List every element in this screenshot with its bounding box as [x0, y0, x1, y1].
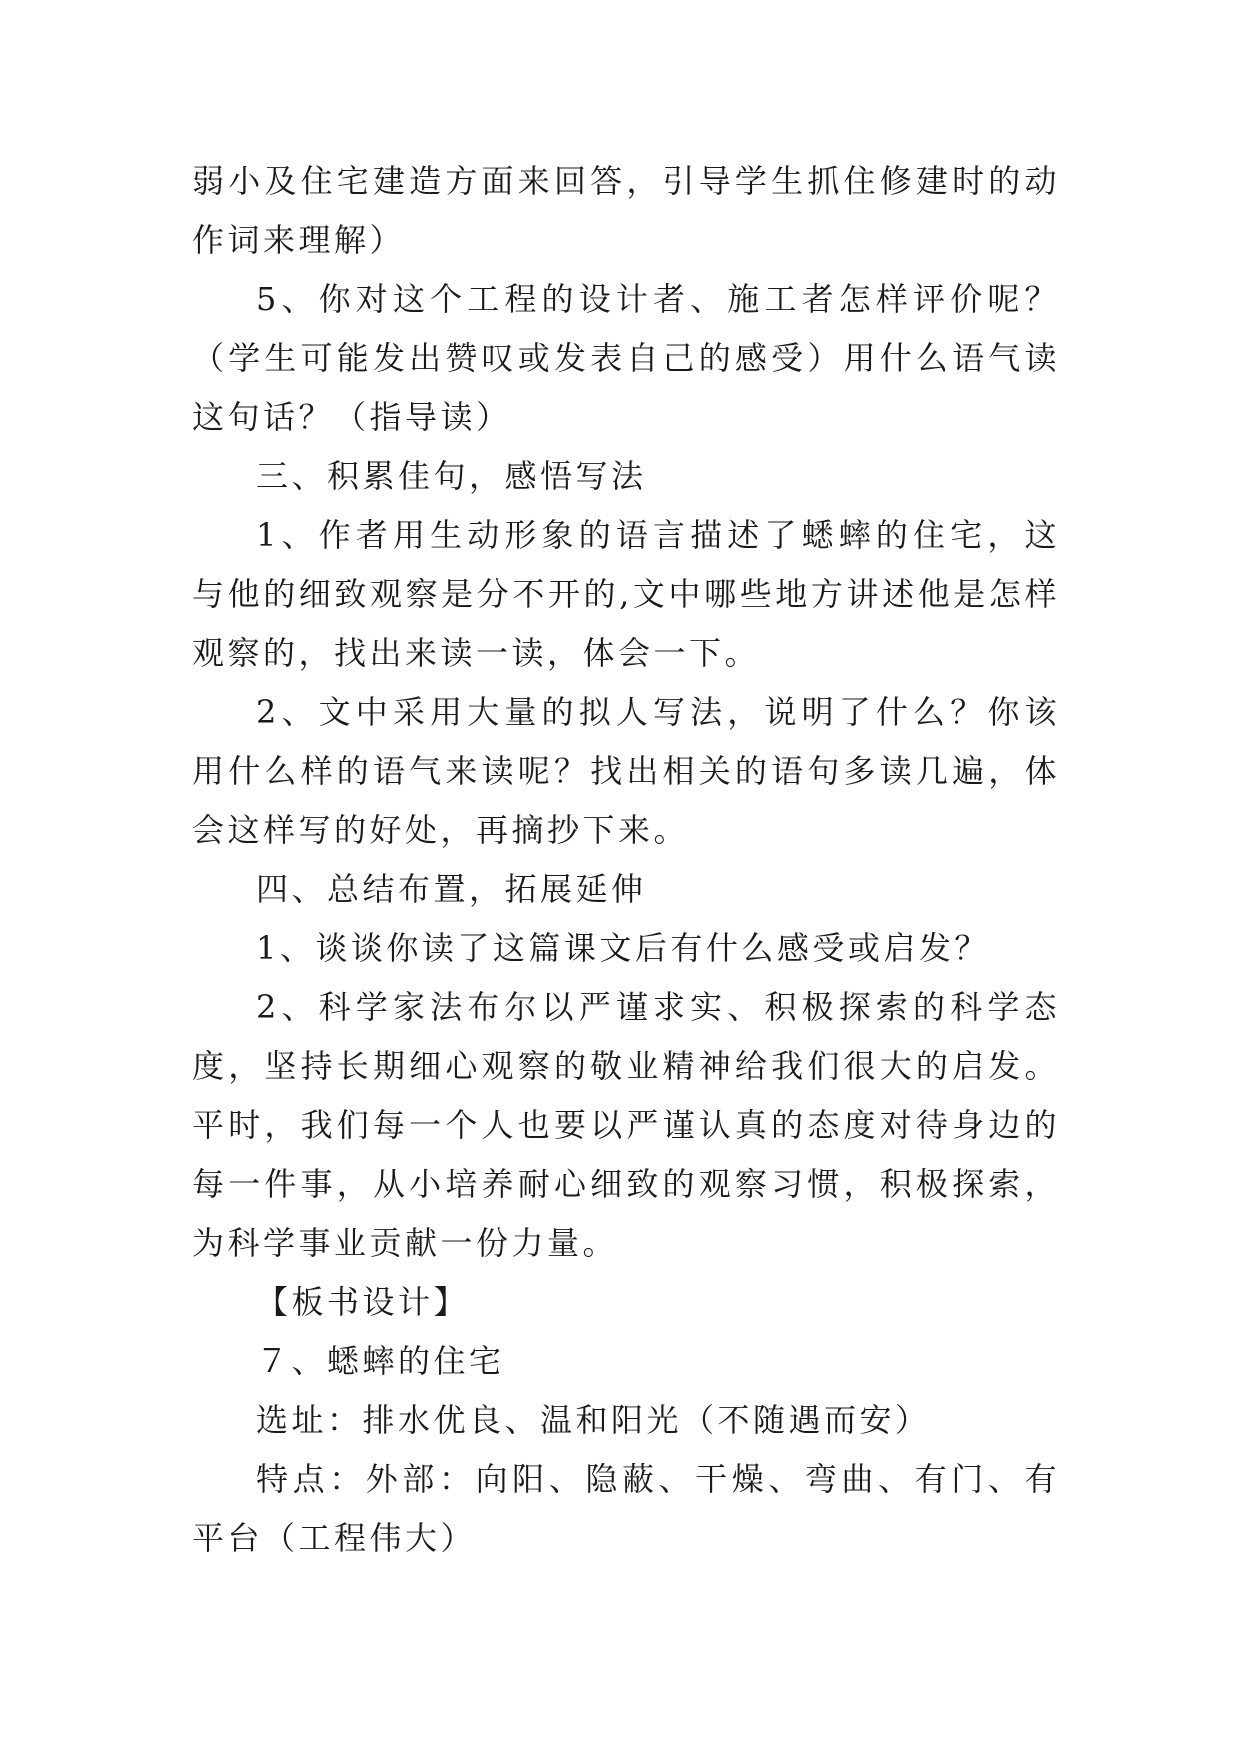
paragraph-item-2: 2、文中采用大量的拟人写法，说明了什么？你该用什么样的语气来读呢？找出相关的语句多读几遍，体会这样写的好处，再摘抄下来。 [192, 693, 1060, 849]
board-design-heading: 【板书设计】 [256, 1283, 470, 1321]
board-features: 特点：外部：向阳、隐蔽、干燥、弯曲、有门、有平台（工程伟大） [192, 1460, 1060, 1557]
paragraph-item-1b: 1、谈谈你读了这篇课文后有什么感受或启发？ [256, 929, 990, 967]
section-heading-3: 三、积累佳句，感悟写法 [256, 457, 647, 495]
board-site-selection: 选址：排水优良、温和阳光（不随遇而安） [256, 1401, 931, 1439]
paragraph-item-2b: 2、科学家法布尔以严谨求实、积极探索的科学态度，坚持长期细心观察的敬业精神给我们很大的启发。平时，我们每一个人也要以严谨认真的态度对待身边的每一件事，从小培养耐心细致的观察习惯，积极探索，为科学事业贡献一份力量。 [192, 988, 1060, 1262]
board-title: ７、蟋蟀的住宅 [256, 1342, 505, 1380]
document-body [192, 152, 1060, 1568]
paragraph-continuation: 弱小及住宅建造方面来回答，引导学生抓住修建时的动作词来理解） [192, 162, 1060, 259]
paragraph-question-5: 5、你对这个工程的设计者、施工者怎样评价呢？（学生可能发出赞叹或发表自己的感受）用什么语气读这句话？（指导读） [192, 280, 1060, 436]
paragraph-item-1: 1、作者用生动形象的语言描述了蟋蟀的住宅，这与他的细致观察是分不开的,文中哪些地方讲述他是怎样观察的，找出来读一读，体会一下。 [192, 516, 1060, 672]
section-heading-4: 四、总结布置，拓展延伸 [256, 870, 647, 908]
